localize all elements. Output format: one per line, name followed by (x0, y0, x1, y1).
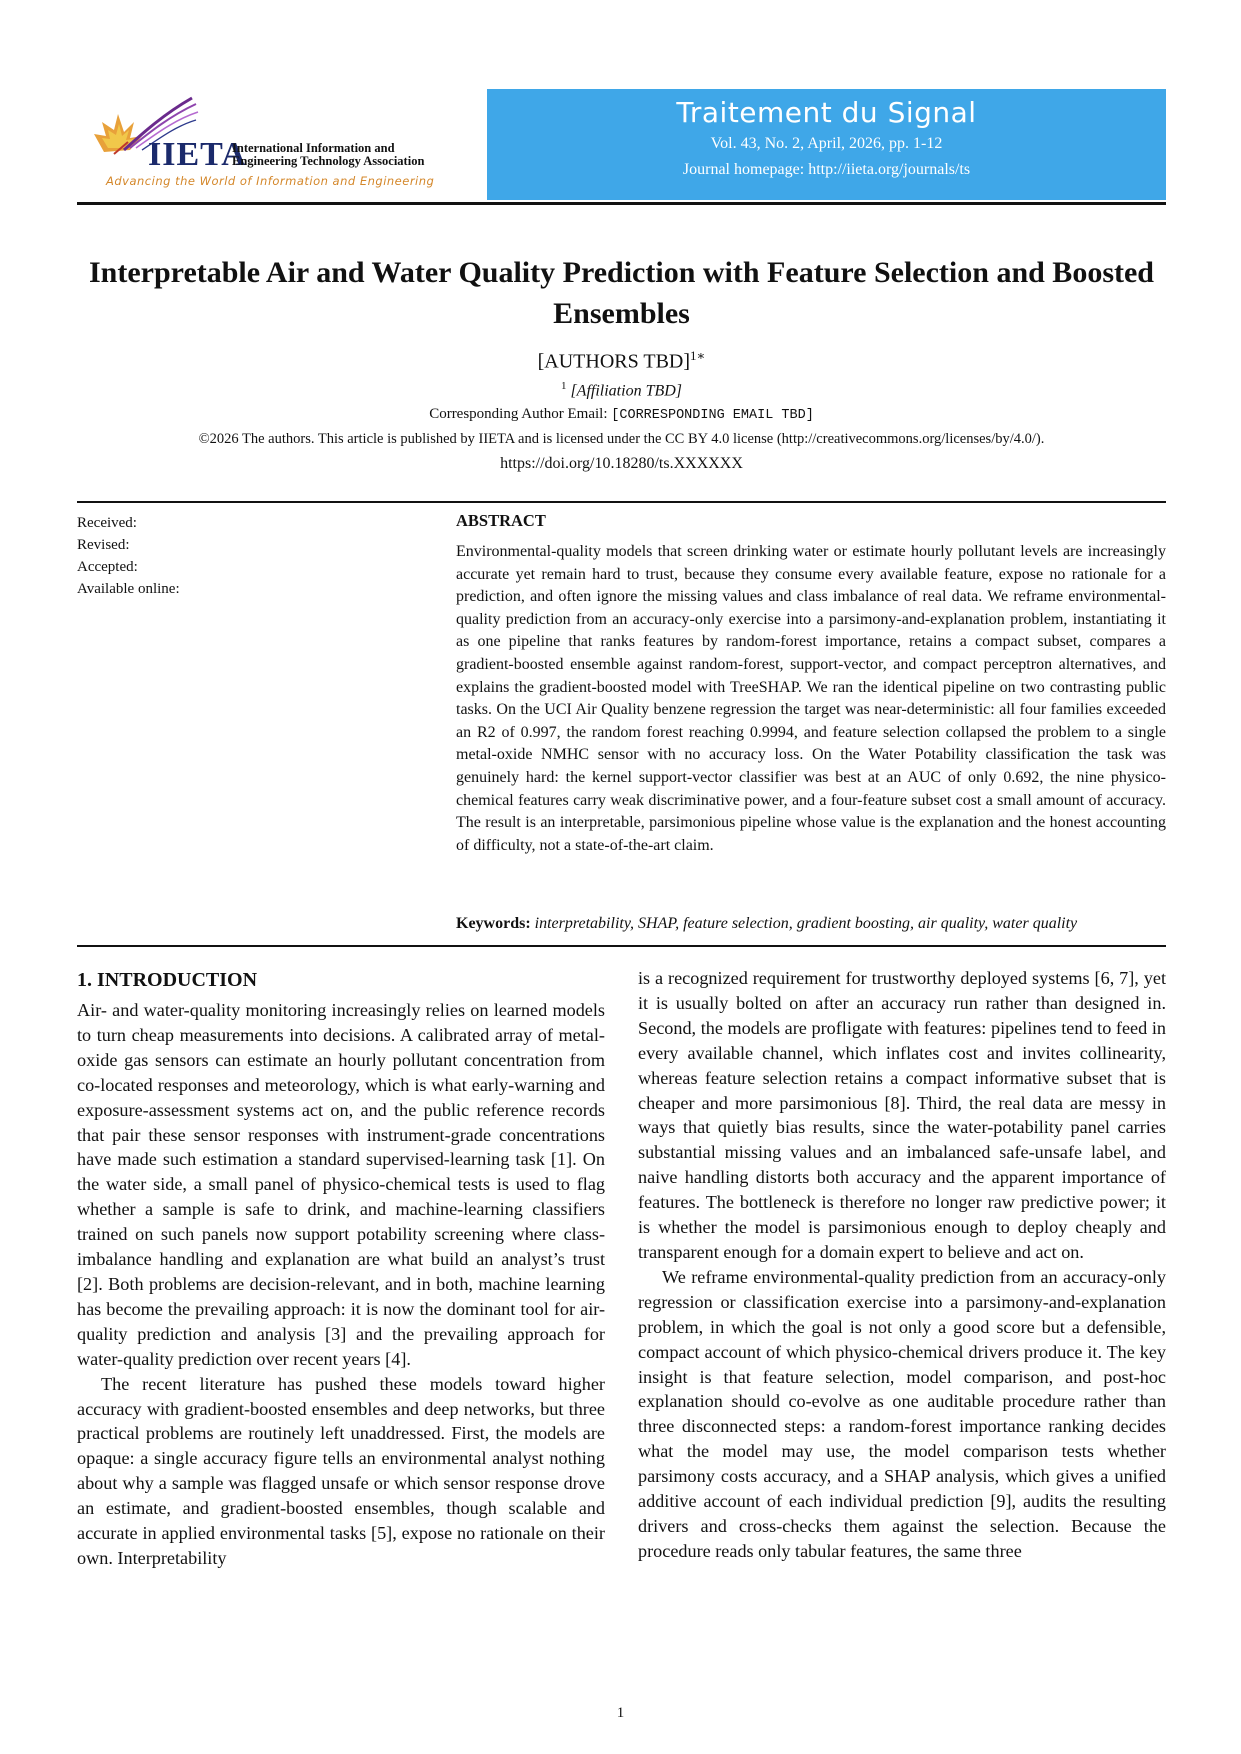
right-column (638, 966, 1166, 1564)
doi-link[interactable]: https://doi.org/10.18280/ts.XXXXXX (500, 455, 743, 472)
abstract-top-divider (77, 501, 1166, 503)
section-heading: 1. INTRODUCTION (77, 969, 258, 991)
journal-homepage-link[interactable]: Journal homepage: http://iieta.org/journals/ts (682, 161, 971, 178)
author-superscript: 1∗ (690, 348, 706, 363)
body-paragraph: We reframe environmental-quality prediction from an accuracy-only regression or classification exercise into a parsimony-and-explanation problem, in which the goal is not only a good score but a defensible, compact account of which physico-chemical drivers produce it. The key insight is that feature selection, model comparison, and post-hoc explanation should co-evolve as one auditable procedure rather than three disconnected steps: a random-forest importance ranking decides what the model may use, the model comparison tests whether parsimony costs accuracy, and a SHAP analysis, which gives a unified additive account of each individual prediction [9], audits the resulting drivers and cross-checks them against the selection. Because the procedure reads only tabular features, the same three (638, 1266, 1166, 1561)
journal-name: Traitement du Signal (676, 96, 977, 129)
date-online: Available online: (77, 581, 180, 597)
abstract-heading: ABSTRACT (456, 511, 546, 530)
publisher-logo (84, 92, 444, 192)
author-line (77, 348, 1166, 374)
author-names: [AUTHORS TBD] (537, 350, 691, 373)
paper-title: Interpretable Air and Water Quality Prediction with Feature Selection and Boosted Ensembles (89, 256, 1154, 330)
date-received: Received: (77, 515, 137, 531)
body-paragraph: Air- and water-quality monitoring increasingly relies on learned models to turn cheap measurements into decisions. A calibrated array of metal-oxide gas sensors can estimate an hourly pollutant concentration from co-located responses and meteorology, which is what early-warning and exposure-assessment systems act on, and the public reference records that pair these sensor responses with instrument-grade concentrations have made such estimation a standard supervised-learning task [1]. On the water side, a small panel of physico-chemical tests is used to flag whether a sample is safe to drink, and machine-learning classifiers trained on such panels now support potability screening where class-imbalance handling and explanation are what build an analyst’s trust [2]. Both problems are decision-relevant, and in both, machine learning has become the prevailing approach: it is now the dominant tool for air-quality prediction and analysis [3] and the prevailing approach for water-quality prediction over recent years [4]. (77, 1000, 605, 1369)
date-accepted: Accepted: (77, 559, 138, 575)
header-divider (77, 202, 1166, 205)
corresponding-email[interactable]: [CORRESPONDING EMAIL TBD] (611, 408, 814, 423)
logo-wordmark: IIETA (148, 136, 247, 173)
date-revised: Revised: (77, 537, 130, 553)
journal-banner (487, 89, 1166, 200)
abstract-text: Environmental-quality models that screen drinking water or estimate hourly pollutant levels are increasingly accurate yet remain hard to trust, because they consume every available feature, expose no rationale for a prediction, and often ignore the missing values and class imbalance of real data. We reframe environmental-quality prediction from an accuracy-only exercise into a parsimony-and-explanation problem, instantiating it as one pipeline that ranks features by random-forest importance, retains a compact subset, compares a gradient-boosted ensemble against random-forest, support-vector, and compact perceptron alternatives, and explains the gradient-boosted model with TreeSHAP. We ran the identical pipeline on two contrasting public tasks. On the UCI Air Quality benzene regression the target was near-deterministic: all four families exceeded an R2 of 0.997, the random forest reaching 0.9994, and feature selection collapsed the problem to a single metal-oxide NMHC sensor with no accuracy loss. On the Water Potability classification the task was genuinely hard: the kernel support-vector classifier was best at an AUC of only 0.692, the nine physico-chemical features carry weak discriminative power, and a four-feature subset cost a small amount of accuracy. The result is an interpretable, parsimonious pipeline whose value is the explanation and the honest accounting of difficulty, not a state-of-the-art claim. (456, 543, 1166, 854)
body-paragraph: is a recognized requirement for trustworthy deployed systems [6, 7], yet it is usually bolted on after an accuracy run rather than designed in. Second, the models are profligate with features: pipelines tend to feed in every available channel, which inflates cost and invites collinearity, whereas feature selection retains a compact informative subset that is cheaper and more parsimonious [8]. Third, the real data are messy in ways that quietly bias results, since the water-potability panel carries substantial missing values and an imbalanced safe-unsafe label, and naive handling distorts both accuracy and the apparent importance of features. The bottleneck is therefore no longer raw predictive power; it is whether the model is parsimonious enough to deploy cheaply and transparent enough for a domain expert to believe and act on. (638, 968, 1166, 1262)
keywords-list: interpretability, SHAP, feature selection, gradient boosting, air quality, water quality (534, 915, 1078, 932)
journal-volume: Vol. 43, No. 2, April, 2026, pp. 1-12 (710, 135, 943, 152)
license-statement: ©2026 The authors. This article is published by IIETA and is licensed under the CC BY 4.0 license (http://creativecommons.org/licenses/by/4.0/). (198, 431, 1045, 447)
corresponding-author: Corresponding Author Email: [CORRESPONDING EMAIL TBD] (429, 406, 814, 423)
abstract-bottom-divider (77, 945, 1166, 947)
body-paragraph: The recent literature has pushed these models toward higher accuracy with gradient-boosted ensembles and deep networks, but three practical problems are routinely left unaddressed. First, the models are opaque: a single accuracy figure tells an environmental analyst nothing about why a sample was flagged unsafe or which sensor response drove an estimate, and gradient-boosted ensembles, though scalable and accurate in applied environmental tasks [5], expose no rationale on their own. Interpretability (77, 1373, 605, 1568)
affiliation: $^1$ [Affiliation TBD] (560, 380, 683, 400)
page-number: 1 (616, 1705, 625, 1721)
logo-organization-name: International Information and Engineering Technology Association (232, 141, 425, 168)
logo-tagline: Advancing the World of Information and Engineering (106, 174, 435, 188)
keywords: Keywords: interpretability, SHAP, feature selection, gradient boosting, air quality, water quality (456, 915, 1078, 932)
left-column (77, 968, 605, 1571)
article-dates (77, 512, 180, 600)
